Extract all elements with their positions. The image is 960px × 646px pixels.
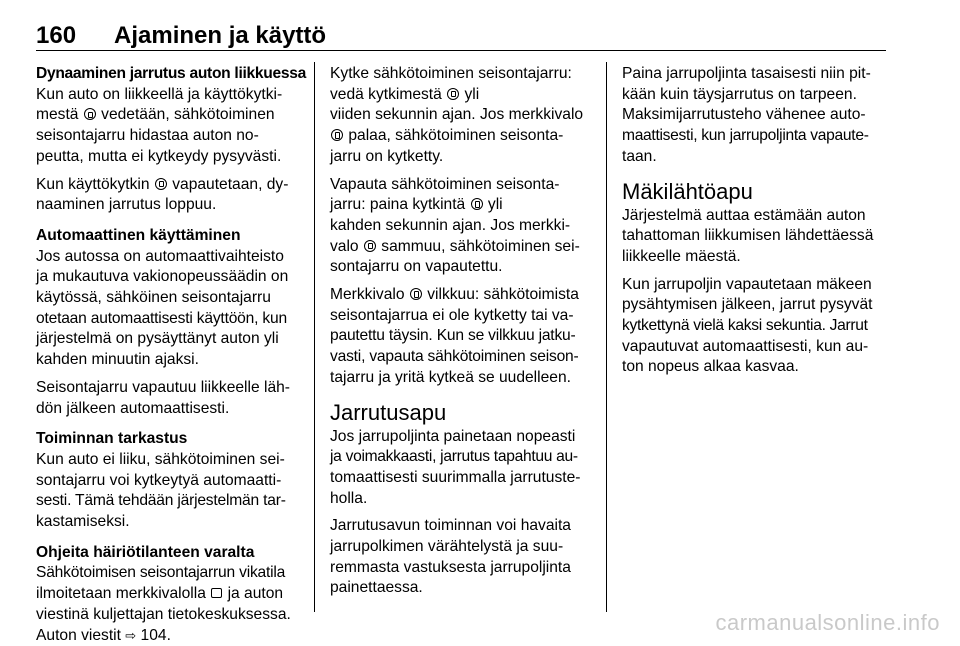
text-line: järjestelmä on pysäyttänyt auton yli: [36, 330, 279, 348]
text-line: Maksimijarrutusteho vähenee auto-: [622, 106, 866, 124]
text-line: valo sammuu, sähkötoiminen sei-: [330, 237, 580, 255]
page-header: [36, 22, 886, 50]
heading-brake-assist: Jarrutusapu: [330, 399, 447, 425]
section-title: Ajaminen ja käyttö: [114, 22, 327, 49]
text-line: Jos autossa on automaattivaihteisto: [36, 247, 284, 265]
text-line: pysähtymisen jälkeen, jarrut pysyvät: [622, 296, 873, 314]
parking-brake-icon: [331, 129, 343, 141]
text-line: dön jälkeen automaattisesti.: [36, 399, 230, 417]
text-line: Kun auto ei liiku, sähkötoiminen sei-: [36, 450, 285, 468]
text-line: taan.: [622, 147, 657, 165]
page-number: 160: [36, 22, 77, 49]
text-line: liikkeelle mäestä.: [622, 247, 741, 265]
text-line: Kun käyttökytkin vapautetaan, dy-: [36, 175, 289, 193]
text-line: vasti, vapauta sähkötoiminen seison-: [330, 348, 579, 366]
text-line: ilmoitetaan merkkivalolla ja auton: [36, 585, 284, 603]
text-line: Vapauta sähkötoiminen seisonta-: [330, 175, 560, 193]
text-line: Kun auto on liikkeellä ja käyttökytki-: [36, 85, 283, 103]
text-line: seisontajarrua ei ole kytketty tai va-: [330, 306, 574, 324]
text-line: kastamiseksi.: [36, 513, 130, 531]
column-3: [622, 64, 888, 378]
text-line: kahden minuutin ajaksi.: [36, 351, 199, 369]
text-line: holla.: [330, 489, 368, 507]
arrow-right-icon: ⇨: [125, 627, 137, 643]
parking-brake-icon: [155, 178, 167, 190]
text-line: vapautuvat automaattisesti, kun au-: [622, 337, 869, 355]
text-line: peutta, mutta ei kytkeydy pysyvästi.: [36, 147, 282, 165]
text-line: jarru: paina kytkintä yli: [330, 196, 503, 214]
text-line: vedä kytkimestä yli: [330, 85, 480, 103]
text-line: seisontajarru hidastaa auton no-: [36, 127, 259, 145]
parking-brake-icon: [84, 108, 96, 120]
text-line: palaa, sähkötoiminen seisonta-: [330, 126, 592, 147]
text-line: Seisontajarru vapautuu liikkeelle läh-: [36, 378, 290, 396]
column-divider: [606, 62, 607, 612]
cross-reference[interactable]: Auton viestit ⇨ 104.: [36, 626, 298, 646]
subheading-dynamic-braking: Dynaaminen jarrutus auton liikkuessa: [36, 65, 306, 82]
column-divider: [314, 62, 315, 612]
subheading-function-check: Toiminnan tarkastus: [36, 430, 188, 448]
text-line: sesti. Tämä tehdään järjestelmän tar-: [36, 492, 286, 510]
text-line: kahden sekunnin ajan. Jos merkki-: [330, 216, 571, 234]
parking-brake-icon: [471, 198, 483, 210]
parking-brake-icon: [364, 240, 376, 252]
text-line: maattisesti, kun jarrupoljinta vapaute-: [622, 127, 869, 145]
text-line: jarru on kytketty.: [330, 147, 444, 165]
text-line: Paina jarrupoljinta tasaisesti niin pit-: [622, 65, 871, 82]
header-divider: [36, 50, 886, 51]
text-line: Jarrutusavun toiminnan voi havaita: [330, 517, 571, 535]
text-line: kään kuin täysjarrutus on tarpeen.: [622, 85, 857, 103]
text-line: tajarru ja yritä kytkeä se uudelleen.: [330, 368, 571, 386]
text-line: remmasta vastuksesta jarrupoljinta: [330, 558, 571, 576]
text-line: Kun jarrupoljin vapautetaan mäkeen: [622, 275, 872, 293]
text-line: Merkkivalo vilkkuu: sähkötoimista: [330, 286, 579, 304]
text-line: ja voimakkaasti, jarrutus tapahtuu au-: [330, 448, 578, 466]
text-line: viiden sekunnin ajan. Jos merkkivalo: [330, 106, 584, 124]
text-line: tahattoman liikkumisen lähdettäessä: [622, 227, 874, 245]
text-line: Kytke sähkötoiminen seisontajarru:: [330, 65, 572, 82]
text-line: jarrupolkimen värähtelystä ja suu-: [330, 538, 564, 556]
subheading-automatic-use: Automaattinen käyttäminen: [36, 226, 241, 244]
text-line: viestinä kuljettajan tietokeskuksessa.: [36, 605, 291, 623]
text-line: Järjestelmä auttaa estämään auton: [622, 206, 866, 224]
text-line: sontajarru on vapautettu.: [330, 258, 503, 276]
message-icon: [211, 588, 222, 598]
text-line: Jos jarrupoljinta painetaan nopeasti: [330, 427, 576, 445]
parking-brake-icon: [447, 88, 459, 100]
column-2: [330, 64, 592, 599]
text-line: sontajarru voi kytkeytyä automaatti-: [36, 471, 282, 489]
text-line: kytkettynä vielä kaksi sekuntia. Jarrut: [622, 317, 868, 335]
subheading-fault-instructions: Ohjeita häiriötilanteen varalta: [36, 543, 255, 561]
text-line: pautettu täysin. Kun se vilkkuu jatku-: [330, 327, 576, 345]
text-line: mestä vedetään, sähkötoiminen: [36, 106, 275, 124]
text-line: Sähkötoimisen seisontajarrun vikatila: [36, 564, 286, 582]
text-line: naaminen jarrutus loppuu.: [36, 196, 217, 214]
heading-hill-start-assist: Mäkilähtöapu: [622, 178, 753, 204]
parking-brake-icon: [410, 288, 422, 300]
text-line: painettaessa.: [330, 579, 423, 597]
text-line: tomaattisesti suurimmalla jarrutuste-: [330, 468, 581, 486]
column-1: [36, 64, 306, 646]
text-line: ja mukautuva vakionopeussäädin on: [36, 268, 289, 286]
text-line: ton nopeus alkaa kasvaa.: [622, 358, 799, 376]
text-line: otetaan automaattisesti käyttöön, kun: [36, 309, 287, 327]
watermark: carmanualsonline.info: [715, 610, 940, 635]
text-line: käytössä, sähköinen seisontajarru: [36, 289, 271, 307]
